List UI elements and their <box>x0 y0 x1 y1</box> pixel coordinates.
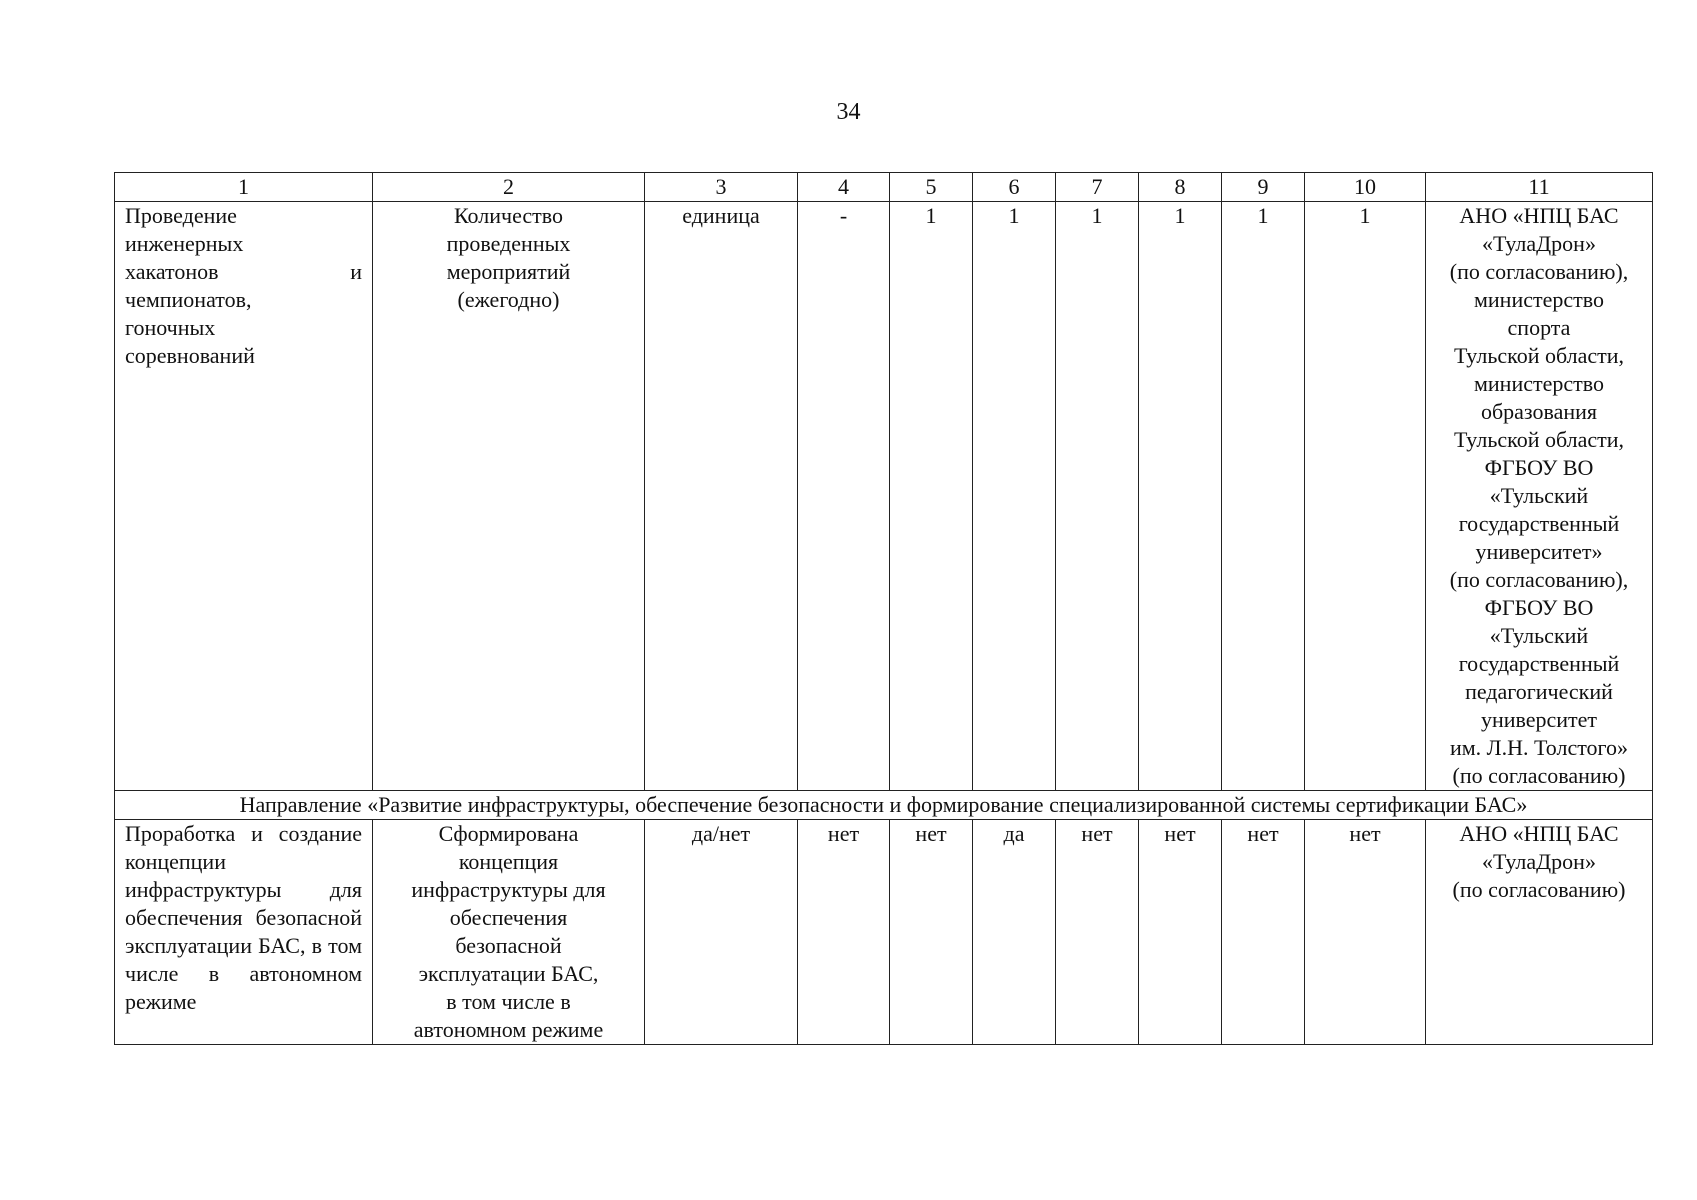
indicator-cell <box>373 202 645 791</box>
column-number-5: 5 <box>890 173 973 202</box>
responsible-line: АНО «НПЦ БАС <box>1459 821 1619 846</box>
indicator-line: Сформирована <box>438 821 579 846</box>
indicator-line: концепция <box>458 849 559 874</box>
indicator-line: в том числе в <box>446 989 571 1014</box>
responsible-line: «ТулаДрон» <box>1482 849 1596 874</box>
value-cell-9: нет <box>1222 820 1305 1045</box>
value-cell-5: нет <box>890 820 973 1045</box>
value-cell-7: 1 <box>1056 202 1139 791</box>
value-cell-6: да <box>973 820 1056 1045</box>
responsible-line: Тульской области, <box>1453 343 1625 368</box>
responsible-line: педагогический <box>1465 679 1613 704</box>
column-number-3: 3 <box>645 173 798 202</box>
responsible-line: (по согласованию) <box>1452 763 1626 788</box>
column-number-11: 11 <box>1426 173 1653 202</box>
indicator-line: инфраструктуры для <box>411 877 606 902</box>
indicator-line: обеспечения <box>449 905 568 930</box>
indicator-line: проведенных <box>446 231 571 256</box>
table-row <box>115 820 1653 1045</box>
responsible-line: спорта <box>1507 315 1571 340</box>
value-cell-8: нет <box>1139 820 1222 1045</box>
column-number-9: 9 <box>1222 173 1305 202</box>
responsible-line: АНО «НПЦ БАС <box>1459 203 1619 228</box>
responsible-line: (по согласованию) <box>1452 877 1626 902</box>
indicator-line: Количество <box>453 203 564 228</box>
column-number-row <box>115 173 1653 202</box>
responsible-cell <box>1426 820 1653 1045</box>
section-heading-row <box>115 791 1653 820</box>
responsible-line: ФГБОУ ВО <box>1484 595 1594 620</box>
responsible-line: (по согласованию), <box>1449 567 1629 592</box>
responsible-line: «ТулаДрон» <box>1482 231 1596 256</box>
activity-cell <box>115 202 373 791</box>
column-number-2: 2 <box>373 173 645 202</box>
responsible-line: университет» <box>1475 539 1603 564</box>
value-cell-4: - <box>798 202 890 791</box>
table-row <box>115 202 1653 791</box>
responsible-line: министерство <box>1473 371 1604 396</box>
responsible-line: университет <box>1480 707 1598 732</box>
value-cell-6: 1 <box>973 202 1056 791</box>
responsible-line: «Тульский <box>1489 483 1589 508</box>
column-number-4: 4 <box>798 173 890 202</box>
responsible-line: Тульской области, <box>1453 427 1625 452</box>
value-cell-10: нет <box>1305 820 1426 1045</box>
activity-line: инженерных <box>125 231 244 256</box>
responsible-line: им. Л.Н. Толстого» <box>1449 735 1629 760</box>
value-cell-7: нет <box>1056 820 1139 1045</box>
section-heading: Направление «Развитие инфраструктуры, обеспечение безопасности и формирование специализированной системы сертификации БАС» <box>115 791 1653 820</box>
indicator-line: безопасной <box>455 933 562 958</box>
responsible-line: «Тульский <box>1489 623 1589 648</box>
activity-line: хакатонов и <box>125 259 362 284</box>
responsible-line: образования <box>1480 399 1598 424</box>
value-cell-8: 1 <box>1139 202 1222 791</box>
unit-cell: да/нет <box>645 820 798 1045</box>
responsible-line: (по согласованию), <box>1449 259 1629 284</box>
value-cell-5: 1 <box>890 202 973 791</box>
responsible-line: государственный <box>1458 651 1620 676</box>
indicator-line: автономном режиме <box>413 1017 604 1042</box>
value-cell-9: 1 <box>1222 202 1305 791</box>
column-number-8: 8 <box>1139 173 1222 202</box>
page-number: 34 <box>836 99 861 125</box>
indicator-line: (ежегодно) <box>457 287 560 312</box>
value-cell-4: нет <box>798 820 890 1045</box>
responsible-line: министерство <box>1473 287 1604 312</box>
indicator-line: мероприятий <box>446 259 571 284</box>
indicators-table <box>114 172 1653 1045</box>
unit-cell: единица <box>645 202 798 791</box>
activity-cell: Проработка и создание концепции инфраструктуры для обеспечения безопасной эксплуатации БАС, в том числе в автономном режиме <box>115 820 373 1045</box>
column-number-7: 7 <box>1056 173 1139 202</box>
activity-line: Проведение <box>125 203 237 228</box>
responsible-cell <box>1426 202 1653 791</box>
responsible-line: государственный <box>1458 511 1620 536</box>
activity-line: чемпионатов, <box>125 287 252 312</box>
indicator-cell <box>373 820 645 1045</box>
column-number-6: 6 <box>973 173 1056 202</box>
activity-line: соревнований <box>125 343 255 368</box>
indicator-line: эксплуатации БАС, <box>418 961 599 986</box>
activity-line: гоночных <box>125 315 216 340</box>
responsible-line: ФГБОУ ВО <box>1484 455 1594 480</box>
value-cell-10: 1 <box>1305 202 1426 791</box>
column-number-10: 10 <box>1305 173 1426 202</box>
column-number-1: 1 <box>115 173 373 202</box>
